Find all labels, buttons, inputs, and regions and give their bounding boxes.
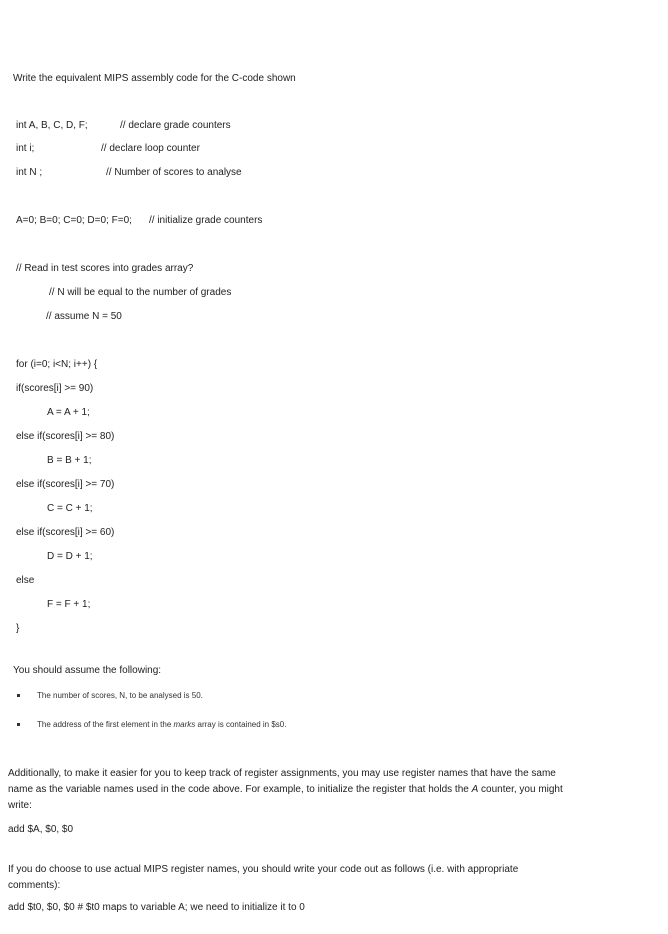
decl-code-abcdf: int A, B, C, D, F; [16, 120, 88, 131]
example-code-2: add $t0, $0, $0 # $t0 maps to variable A; we need to initialize it to 0 [8, 902, 305, 913]
decl-code-n: int N ; [16, 167, 43, 178]
question-title: Write the equivalent MIPS assembly code for the C-code shown [13, 73, 296, 84]
code-line-d-inc: D = D + 1; [47, 551, 93, 562]
code-line-f-inc: F = F + 1; [47, 599, 91, 610]
code-line-for: for (i=0; i<N; i++) { [16, 359, 98, 370]
assume-heading: You should assume the following: [13, 665, 162, 676]
example-code-1: add $A, $0, $0 [8, 824, 74, 835]
code-line-if70: else if(scores[i] >= 70) [16, 479, 115, 490]
code-line-if60: else if(scores[i] >= 60) [16, 527, 115, 538]
init-code: A=0; B=0; C=0; D=0; F=0; [16, 215, 132, 226]
assumption-2: The address of the first element in the marks array is contained in $s0. [37, 720, 287, 729]
code-line-close-brace: } [16, 623, 20, 634]
code-line-if90: if(scores[i] >= 90) [16, 383, 94, 394]
code-line-else: else [16, 575, 35, 586]
paragraph-register-names: Additionally, to make it easier for you to keep track of register assignments, you may use register names that have the same name as the variable names used in the code above. For example, to initialize the register that holds the A counter, you might write: [8, 768, 563, 811]
paragraph-actual-registers: If you do choose to use actual MIPS register names, you should write your code out as follows (i.e. with appropriate comments): [8, 864, 519, 891]
read-comment-1: // Read in test scores into grades array? [16, 263, 194, 274]
code-line-b-inc: B = B + 1; [47, 455, 92, 466]
decl-code-i: int i; [16, 143, 35, 154]
code-line-a-inc: A = A + 1; [47, 407, 90, 418]
bullet-icon [17, 694, 20, 697]
bullet-icon [17, 723, 20, 726]
code-line-c-inc: C = C + 1; [47, 503, 93, 514]
assumption-1: The number of scores, N, to be analysed is 50. [37, 691, 203, 700]
read-comment-2: // N will be equal to the number of grades [49, 287, 232, 298]
init-comment: // initialize grade counters [149, 215, 263, 226]
decl-comment-n: // Number of scores to analyse [106, 167, 242, 178]
code-line-if80: else if(scores[i] >= 80) [16, 431, 115, 442]
decl-comment-i: // declare loop counter [101, 143, 200, 154]
decl-comment-abcdf: // declare grade counters [120, 120, 231, 131]
read-comment-3: // assume N = 50 [46, 311, 122, 322]
